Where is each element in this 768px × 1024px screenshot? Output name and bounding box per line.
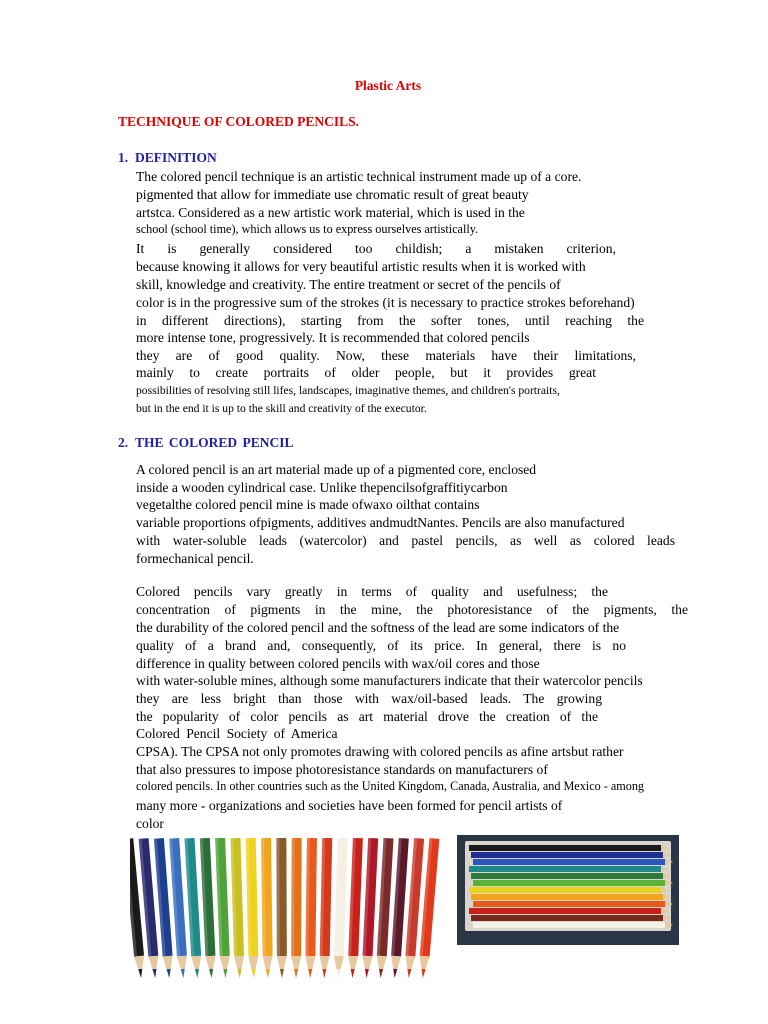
text-line: inside a wooden cylindrical case. Unlike thepencilsofgraffitiycarbon bbox=[136, 480, 508, 495]
text-line: the popularity of color pencils as art material drove the creation of the bbox=[136, 709, 598, 724]
pencil-lead bbox=[237, 969, 241, 978]
pencil-highlight bbox=[291, 838, 295, 956]
box-pencil bbox=[473, 922, 665, 928]
pencil-shape bbox=[361, 838, 378, 978]
section-heading-colored-pencil bbox=[118, 435, 294, 451]
box-pencil bbox=[471, 894, 663, 900]
pencil-shape bbox=[333, 838, 347, 978]
text-line: that also pressures to impose photoresistance standards on manufacturers of bbox=[136, 762, 548, 777]
text-line: concentration of pigments in the mine, the photoresistance of the pigments, the bbox=[136, 602, 688, 617]
text-line: quality of a brand and, consequently, of its price. In general, there is no bbox=[136, 638, 626, 653]
pencil-shape bbox=[276, 838, 287, 978]
text-line: in different directions), starting from the softer tones, until reaching the bbox=[136, 313, 644, 328]
text-line: possibilities of resolving still lifes, landscapes, imaginative themes, and children's portraits, bbox=[136, 384, 560, 397]
section-title: THE COLORED PENCIL bbox=[135, 435, 294, 450]
text-line: many more - organizations and societies have been formed for pencil artists of bbox=[136, 798, 563, 813]
text-line: Colored pencils vary greatly in terms of quality and usefulness; the bbox=[136, 584, 608, 599]
pencil-lead bbox=[308, 969, 312, 978]
text-line: pigmented that allow for immediate use chromatic result of great beauty bbox=[136, 187, 529, 202]
pencil-highlight bbox=[276, 838, 280, 956]
pencil-lead bbox=[379, 969, 384, 978]
box-pencil bbox=[471, 873, 663, 879]
pencil-box-image bbox=[457, 835, 679, 945]
pencil-shape bbox=[230, 838, 244, 978]
pencil-shape bbox=[305, 838, 317, 978]
document-title: Plastic Arts bbox=[354, 78, 422, 93]
text-line: CPSA). The CPSA not only promotes drawing with colored pencils as afine artsbut rather bbox=[136, 744, 624, 759]
text-line: they are of good quality. Now, these materials have their limitations, bbox=[136, 348, 636, 363]
pencil-lead bbox=[336, 969, 340, 978]
pencil-shape bbox=[215, 838, 230, 978]
section-number: 1. bbox=[118, 150, 129, 165]
pencil-shape bbox=[319, 838, 332, 978]
pencil-shape bbox=[185, 838, 203, 978]
pencil-lead bbox=[223, 969, 227, 978]
pencil-box-illustration bbox=[457, 835, 679, 945]
text-line: mainly to create portraits of older people, but it provides great bbox=[136, 365, 596, 380]
pencil-lead bbox=[252, 969, 256, 978]
text-line: school (school time), which allows us to express ourselves artistically. bbox=[136, 222, 479, 236]
pencil-shape bbox=[200, 838, 217, 978]
text-line: It is generally considered too childish; a mistaken criterion, bbox=[136, 241, 616, 256]
text-line: variable proportions ofpigments, additives andmudtNantes. Pencils are also manufactured bbox=[136, 515, 625, 530]
pencil-shape bbox=[376, 838, 394, 978]
pencil-shape bbox=[347, 838, 362, 978]
text-line: skill, knowledge and creativity. The entire treatment or secret of the pencils of bbox=[136, 277, 561, 292]
text-line: artstca. Considered as a new artistic work material, which is used in the bbox=[136, 205, 525, 220]
section-heading-definition bbox=[118, 150, 217, 166]
pencil-lead bbox=[280, 969, 284, 978]
text-line: difference in quality between colored pencils with wax/oil cores and those bbox=[136, 656, 540, 671]
pencil-lead bbox=[393, 969, 398, 978]
section-number: 2. bbox=[118, 435, 129, 450]
box-pencil bbox=[473, 901, 665, 907]
box-pencil bbox=[471, 915, 663, 921]
colored-pencils-fan-illustration bbox=[130, 838, 440, 1000]
pencil-shape bbox=[261, 838, 273, 978]
box-pencil bbox=[471, 852, 663, 858]
pencil-lead bbox=[421, 969, 426, 978]
text-line: but in the end it is up to the skill and creativity of the executor. bbox=[136, 402, 427, 415]
text-line: color bbox=[136, 816, 164, 831]
box-pencil bbox=[473, 880, 665, 886]
pencil-shape bbox=[291, 838, 302, 978]
box-pencil bbox=[473, 859, 665, 865]
pencil-lead bbox=[350, 969, 354, 978]
box-pencil bbox=[469, 908, 661, 914]
pencil-lead bbox=[152, 969, 157, 978]
pencil-lead bbox=[266, 969, 270, 978]
pencil-lead bbox=[138, 969, 143, 978]
box-pencil bbox=[469, 887, 661, 893]
text-line: with water-soluble mines, although some manufacturers indicate that their watercolor pencils bbox=[136, 673, 643, 688]
box-pencil bbox=[469, 866, 661, 872]
text-line: they are less bright than those with wax/oil-based leads. The growing bbox=[136, 691, 602, 706]
text-line: A colored pencil is an art material made up of a pigmented core, enclosed bbox=[136, 462, 537, 477]
main-heading: TECHNIQUE OF COLORED PENCILS. bbox=[118, 114, 360, 129]
pencil-shape bbox=[246, 838, 259, 978]
colored-pencils-fan-image bbox=[130, 838, 440, 1000]
pencil-lead bbox=[322, 969, 326, 978]
pencil-lead bbox=[181, 969, 186, 978]
pencil-lead bbox=[195, 969, 200, 978]
text-line: vegetalthe colored pencil mine is made ofwaxo oilthat contains bbox=[136, 497, 480, 512]
pencil-lead bbox=[167, 969, 172, 978]
text-line: The colored pencil technique is an artistic technical instrument made up of a core. bbox=[136, 169, 582, 184]
text-line: because knowing it allows for very beautiful artistic results when it is worked with bbox=[136, 259, 586, 274]
text-line: Colored Pencil Society of America bbox=[136, 726, 338, 741]
pencil-lead bbox=[407, 969, 412, 978]
text-line: colored pencils. In other countries such as the United Kingdom, Canada, Australia, and Mexico - among bbox=[136, 779, 645, 793]
text-line: more intense tone, progressively. It is recommended that colored pencils bbox=[136, 330, 530, 345]
text-line: formechanical pencil. bbox=[136, 551, 254, 566]
box-pencil bbox=[469, 845, 661, 851]
text-line: with water-soluble leads (watercolor) and pastel pencils, as well as colored leads bbox=[136, 533, 675, 548]
pencil-wood-tip bbox=[134, 956, 146, 979]
text-line: color is in the progressive sum of the strokes (it is necessary to practice strokes beforehand) bbox=[136, 295, 635, 310]
section-title: DEFINITION bbox=[135, 150, 217, 165]
pencil-lead bbox=[294, 969, 298, 978]
text-line: the durability of the colored pencil and the softness of the lead are some indicators of the bbox=[136, 620, 620, 635]
